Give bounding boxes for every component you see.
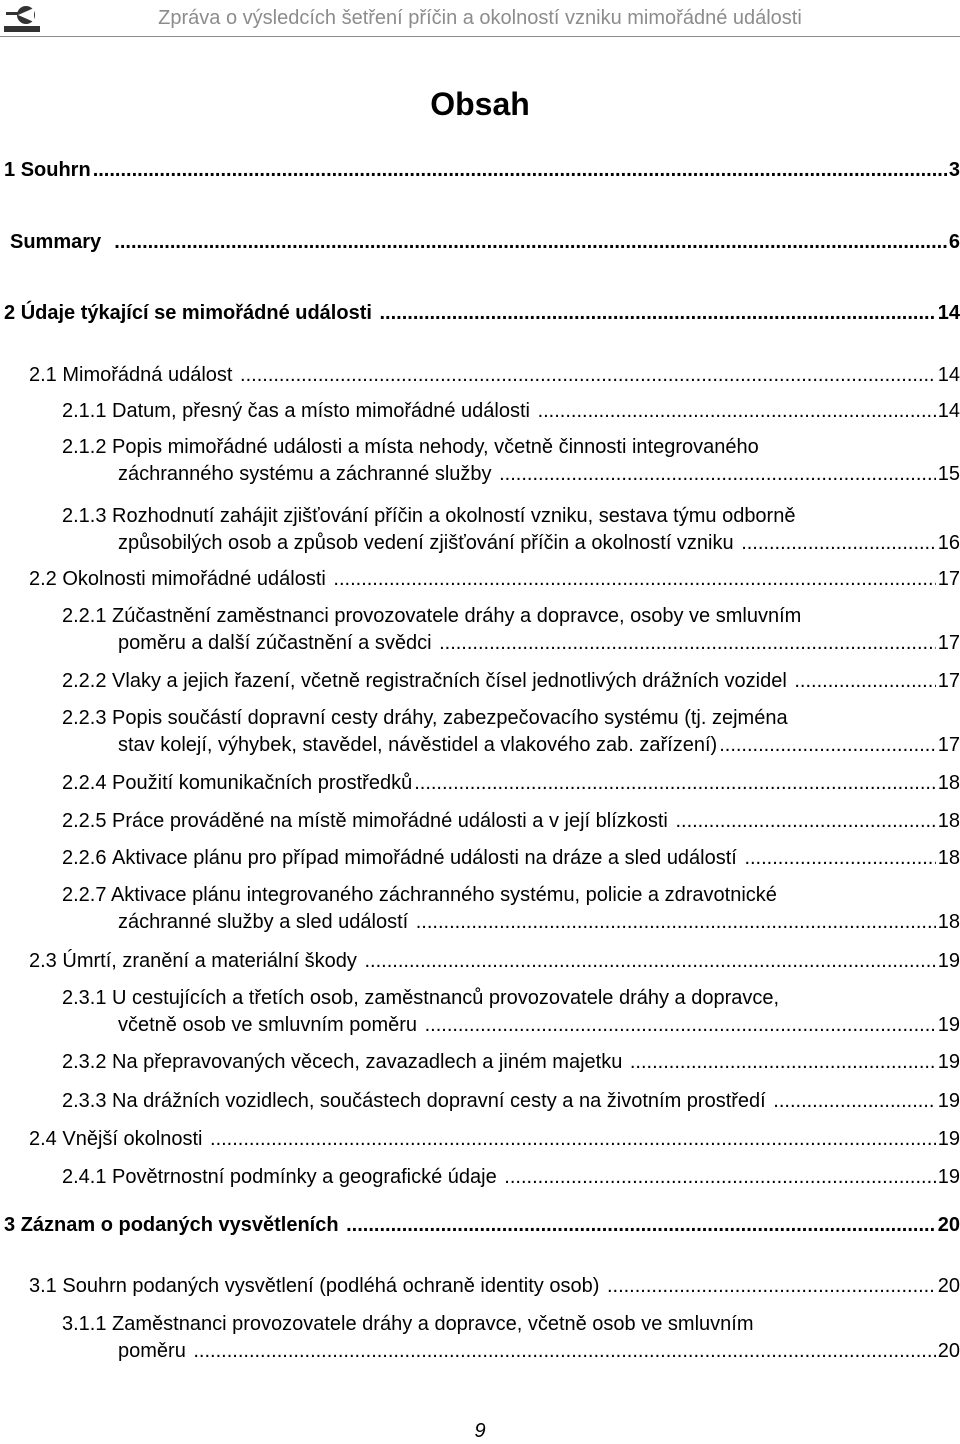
toc-entry-2-3-1[interactable]: 2.3.1 U cestujících a třetích osob, zaměstnanců provozovatele dráhy a dopravce, včetně osob ve smluvním poměru ..... 19 [62,985,960,1039]
toc-entry-2-2-7[interactable]: 2.2.7 Aktivace plánu integrovaného záchranného systému, policie a zdravotnické záchranné služby a sled událostí ..... 18 [62,882,960,936]
toc-entry-text: Summary [10,231,102,253]
toc-entry-text: Rozhodnutí zahájit zjišťování příčin a okolností vzniku, sestava týmu odborně [112,505,796,527]
toc-entry-page: 14 [937,302,960,324]
toc-entry-text: U cestujících a třetích osob, zaměstnanců provozovatele dráhy a dopravce, [112,987,780,1009]
toc-entry-page: 17 [937,734,960,756]
toc-entry-text-cont: stav kolejí, výhybek, stavědel, návěstidel a vlakového zab. zařízení) [118,734,718,756]
toc-entry-text: Na přepravovaných věcech, zavazadlech a jiném majetku [112,1051,623,1073]
toc-entry-page: 20 [937,1214,960,1236]
toc-entry-page: 16 [937,532,960,554]
toc-entry-text: Na drážních vozidlech, součástech dopravní cesty a na životním prostředí [112,1090,766,1112]
toc-entry-page: 18 [937,847,960,869]
toc-entry-2-3-2[interactable]: 2.3.2 Na přepravovaných věcech, zavazadlech a jiném majetku ..... 19 [62,1049,960,1076]
toc-entry-text-cont: záchranné služby a sled událostí [118,911,409,933]
toc-entry-2-1-1[interactable]: 2.1.1 Datum, přesný čas a místo mimořádné události ..... 14 [62,398,960,425]
toc-entry-page: 17 [937,568,960,590]
toc-entry-2-2-3[interactable]: 2.2.3 Popis součástí dopravní cesty dráhy, zabezpečovacího systému (tj. zejména stav kolejí, výhybek, stavědel, návěstidel a vlakového zab. zařízení) ..... 17 [62,705,960,759]
toc-entry-text: Mimořádná událost [62,364,233,386]
header-title: Zpráva o výsledcích šetření příčin a okolností vzniku mimořádné události [158,7,802,29]
toc-entry-2-1-2[interactable]: 2.1.2 Popis mimořádné události a místa nehody, včetně činnosti integrovaného záchranného systému a záchranné služby ..... 15 [62,434,960,488]
toc-entry-2-2-5[interactable]: 2.2.5 Práce prováděné na místě mimořádné události a v její blízkosti ..... 18 [62,808,960,835]
toc-entry-text: Souhrn [20,159,91,181]
toc-entry-page: 18 [937,911,960,933]
toc-entry-text-cont: záchranného systému a záchranné služby [118,463,492,485]
toc-entry-page: 17 [937,632,960,654]
toc-entry-page: 19 [937,1051,960,1073]
toc-entry-page: 19 [937,1090,960,1112]
toc-entry-page: 20 [937,1340,960,1362]
toc-entry-page: 20 [937,1275,960,1297]
toc-entry-text: Datum, přesný čas a místo mimořádné události [112,400,530,422]
toc-entry-page: 19 [937,1128,960,1150]
toc-entry-page: 17 [937,670,960,692]
toc-entry-text: Okolnosti mimořádné události [62,568,326,590]
toc-entry-2-2[interactable]: 2.2 Okolnosti mimořádné události ..... 17 [29,566,960,593]
toc-entry-text: Zaměstnanci provozovatele dráhy a dopravce, včetně osob ve smluvním [112,1313,754,1335]
toc-entry-page: 19 [937,1014,960,1036]
toc-entry-page: 6 [948,231,960,253]
toc-entry-page: 15 [937,463,960,485]
toc-entry-3-1[interactable]: 3.1 Souhrn podaných vysvětlení (podléhá ochraně identity osob) ..... 20 [29,1273,960,1300]
page-header [0,0,960,38]
toc-entry-2-4[interactable]: 2.4 Vnější okolnosti ..... 19 [29,1126,960,1153]
toc-entry-2-1-3[interactable]: 2.1.3 Rozhodnutí zahájit zjišťování příčin a okolností vzniku, sestava týmu odborně způsobilých osob a způsob vedení zjišťování příčin a okolností vzniku ..... 16 [62,503,960,557]
toc-entry-page: 14 [937,364,960,386]
toc-entry-page: 19 [937,1166,960,1188]
toc-entry-2-3-3[interactable]: 2.3.3 Na drážních vozidlech, součástech dopravní cesty a na životním prostředí ..... 19 [62,1088,960,1115]
toc-entry-2-1[interactable]: 2.1 Mimořádná událost ..... 14 [29,362,960,389]
toc-entry-text: Zúčastnění zaměstnanci provozovatele dráhy a dopravce, osoby ve smluvním [112,605,802,627]
toc-entry-text: Popis mimořádné události a místa nehody, včetně činnosti integrovaného [112,436,759,458]
toc-entry-page: 18 [937,810,960,832]
toc-entry-3-1-1[interactable]: 3.1.1 Zaměstnanci provozovatele dráhy a dopravce, včetně osob ve smluvním poměru ..... 20 [62,1311,960,1365]
toc-entry-text: Údaje týkající se mimořádné události [20,302,372,324]
toc-entry-2-2-6[interactable]: 2.2.6 Aktivace plánu pro případ mimořádné události na dráze a sled událostí ..... 18 [62,845,960,872]
toc-entry-text-cont: způsobilých osob a způsob vedení zjišťování příčin a okolností vzniku [118,532,734,554]
toc-entry-text: Použití komunikačních prostředků [112,772,413,794]
toc-entry-text: Vlaky a jejich řazení, včetně registračních čísel jednotlivých drážních vozidel [112,670,787,692]
toc-entry-text: Povětrnostní podmínky a geografické údaje [112,1166,497,1188]
toc-entry-text: Popis součástí dopravní cesty dráhy, zabezpečovacího systému (tj. zejména [112,707,788,729]
toc-entry-text: Vnější okolnosti [62,1128,203,1150]
toc-entry-2-2-1[interactable]: 2.2.1 Zúčastnění zaměstnanci provozovatele dráhy a dopravce, osoby ve smluvním poměru a další zúčastnění a svědci ..... 17 [62,603,960,657]
toc-entry-2[interactable]: 2 Údaje týkající se mimořádné události ..... 14 [4,300,960,327]
toc-entry-page: 18 [937,772,960,794]
toc-entry-page: 3 [948,159,960,181]
toc-entry-2-2-2[interactable]: 2.2.2 Vlaky a jejich řazení, včetně registračních čísel jednotlivých drážních vozidel ..... 17 [62,668,960,695]
toc-entry-text: Souhrn podaných vysvětlení (podléhá ochraně identity osob) [62,1275,600,1297]
toc-entry-text: Aktivace plánu integrovaného záchranného systému, policie a zdravotnické [110,884,777,906]
toc-entry-2-4-1[interactable]: 2.4.1 Povětrnostní podmínky a geografické údaje ..... 19 [62,1164,960,1191]
toc-entry-text: Aktivace plánu pro případ mimořádné události na dráze a sled událostí [112,847,737,869]
toc-title: Obsah [430,86,530,122]
header-divider [0,36,960,37]
page-number: 9 [474,1420,486,1442]
toc-entry-text: Záznam o podaných vysvětleních [20,1214,339,1236]
toc-entry-2-3[interactable]: 2.3 Úmrtí, zranění a materiální škody ..... 19 [29,948,960,975]
toc-entry-text-cont: poměru [118,1340,186,1362]
toc-entry-summary[interactable] [10,229,960,256]
toc-entry-page: 19 [937,950,960,972]
toc-entry-page: 14 [937,400,960,422]
toc-entry-3[interactable]: 3 Záznam o podaných vysvětleních ..... 20 [4,1212,960,1239]
toc-entry-text-cont: včetně osob ve smluvním poměru [118,1014,418,1036]
toc-entry-1[interactable]: 1 Souhrn ..... 3 [4,157,960,184]
toc-entry-text-cont: poměru a další zúčastnění a svědci [118,632,432,654]
toc-entry-2-2-4[interactable]: 2.2.4 Použití komunikačních prostředků ..... 18 [62,770,960,797]
toc-entry-text: Úmrtí, zranění a materiální škody [62,950,357,972]
toc-entry-text: Práce prováděné na místě mimořádné události a v její blízkosti [112,810,668,832]
